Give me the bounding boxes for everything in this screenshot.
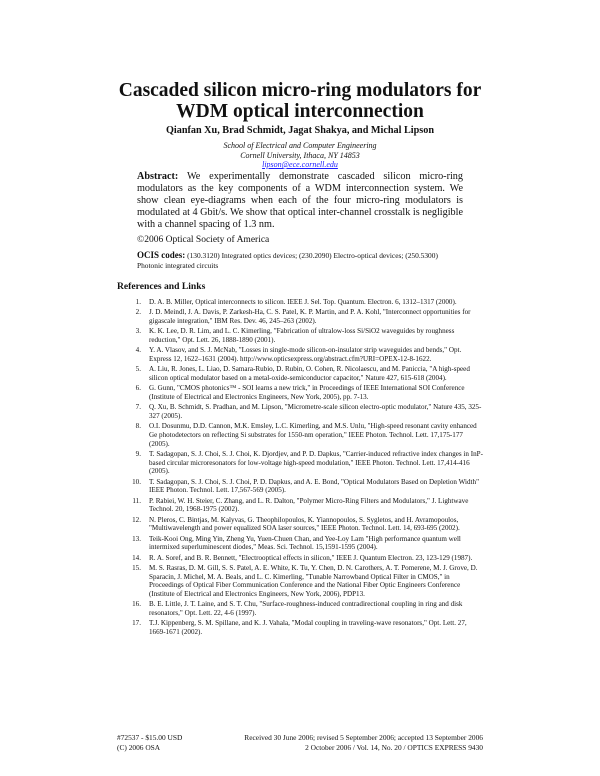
reference-text: Teik-Kooi Ong, Ming Yin, Zheng Yu, Yuen-Chuen Chan, and Yee-Loy Lam "High performance quantum well intermixed superluminescent diodes," Meas. Sci. Technol. 15,1591-1595 (2004). bbox=[149, 534, 461, 552]
paper-title bbox=[0, 80, 600, 122]
reference-number: 1. bbox=[135, 298, 141, 306]
reference-item bbox=[117, 298, 483, 307]
reference-number: 7. bbox=[135, 403, 141, 412]
affiliation-line-2: Cornell University, Ithaca, NY 14853 bbox=[240, 150, 360, 160]
reference-text: J. D. Meindl, J. A. Davis, P. Zarkesh-Ha, C. S. Patel, K. P. Martin, and P. A. Kohl, "Interconnect opportunities for gigascale integration," IBM Res. Dev. 46, 245–263 (2002). bbox=[149, 308, 471, 325]
reference-number: 5. bbox=[135, 365, 141, 374]
reference-item bbox=[117, 554, 483, 563]
title-line-1: Cascaded silicon micro-ring modulators for bbox=[118, 80, 482, 101]
reference-number: 14. bbox=[132, 553, 141, 562]
reference-number: 13. bbox=[132, 534, 141, 543]
reference-text: D. A. B. Miller, Optical interconnects to silicon. IEEE J. Sel. Top. Quantum. Electron. 6, 1312–1317 (2000). bbox=[149, 298, 457, 306]
references-heading: References and Links bbox=[117, 281, 206, 292]
ocis-text: (130.3120) Integrated optics devices; (230.2090) Electro-optical devices; (250.5300) Photonic integrated circuits bbox=[137, 251, 438, 270]
reference-item bbox=[117, 564, 483, 599]
reference-item bbox=[117, 346, 483, 364]
affiliation-line-1: School of Electrical and Computer Engineering bbox=[223, 141, 377, 150]
reference-number: 3. bbox=[135, 327, 141, 336]
reference-number: 10. bbox=[132, 477, 141, 486]
reference-text: M. S. Rasras, D. M. Gill, S. S. Patel, A. E. White, K. Tu, Y. Chen, D. N. Carothers, A. T. Pomerene, M. J. Grove, D. Sparacin, J. Michel, M. A. Beals, and L. C. Kimerling, "Tunable Narrowband Optical Filter in CMOS," in Proceedings of Optical Fiber Communication Conference and the National Fiber Optic Engineers Conference (Institute of Electrical and Electronics Engineers, New York, 2006), PDP13. bbox=[149, 563, 478, 599]
abstract-label: Abstract: bbox=[137, 171, 179, 182]
reference-item bbox=[117, 365, 483, 383]
reference-item bbox=[117, 450, 483, 476]
reference-number: 2. bbox=[135, 308, 141, 317]
reference-item bbox=[117, 600, 483, 618]
ocis-label: OCIS codes: bbox=[137, 250, 186, 260]
reference-item bbox=[117, 516, 483, 534]
reference-text: Q. Xu, B. Schmidt, S. Pradhan, and M. Lipson, "Micrometre-scale silicon electro-optic modulator," Nature 435, 325-327 (2005). bbox=[149, 403, 482, 420]
reference-text: Y. A. Vlasov, and S. J. McNab, "Losses in single-mode silicon-on-insulator strip waveguides and bends," Opt. Express 12, 1622–1631 (2004). http://www.opticsexpress.org/abstract.cfm?URI=OPEX-12-8-1622. bbox=[149, 346, 462, 363]
ocis-codes bbox=[137, 251, 463, 270]
reference-number: 12. bbox=[132, 515, 141, 524]
reference-number: 17. bbox=[132, 619, 141, 628]
email-link[interactable]: lipson@ece.cornell.edu bbox=[262, 160, 338, 169]
footer-copyright: (C) 2006 OSA bbox=[117, 743, 161, 752]
copyright: ©2006 Optical Society of America bbox=[137, 235, 270, 245]
reference-item bbox=[117, 619, 483, 637]
footer-received: Received 30 June 2006; revised 5 September 2006; accepted 13 September 2006 bbox=[244, 733, 483, 742]
title-line-2: WDM optical interconnection bbox=[176, 101, 424, 122]
reference-item bbox=[117, 384, 483, 402]
reference-item bbox=[117, 327, 483, 345]
reference-text: A. Liu, R. Jones, L. Liao, D. Samara-Rubio, D. Rubin, O. Cohen, R. Nicolaescu, and M. Paniccia, "A high-speed silicon optical modulator based on a metal-oxide-semiconductor capacitor," Nature 427, 615-618 (2004). bbox=[149, 365, 470, 382]
reference-text: G. Gunn, "CMOS photonics™ - SOI learns a new trick," in Proceedings of IEEE International SOI Conference (Institute of Electrical and Electronics Engineers, New York, 2005), pp. 7-13. bbox=[149, 384, 465, 401]
abstract bbox=[137, 171, 463, 231]
reference-item bbox=[117, 403, 483, 421]
authors: Qianfan Xu, Brad Schmidt, Jagat Shakya, and Michal Lipson bbox=[165, 125, 435, 136]
reference-number: 9. bbox=[135, 449, 141, 458]
reference-text: N. Pleros, C. Bintjas, M. Kalyvas, G. Theophilopoulos, K. Yiannopoulos, S. Sygletos, and H. Avramopoulos, "Multiwavelength and power equalized SOA laser sources," IEEE Photon. Technol. Lett. 14, 693-695 (2002). bbox=[149, 515, 460, 533]
abstract-text: We experimentally demonstrate cascaded silicon micro-ring modulators as the key components of a WDM interconnection system. We show clean eye-diagrams when each of the four micro-ring modulators is modulated at 4 Gbit/s. We show that optical inter-channel crosstalk is negligible with a channel spacing of 1.3 nm. bbox=[137, 171, 463, 230]
reference-number: 16. bbox=[132, 600, 141, 609]
reference-number: 11. bbox=[132, 496, 141, 505]
reference-text: T.J. Kippenberg, S. M. Spillane, and K. J. Vahala, "Modal coupling in traveling-wave resonators," Opt. Lett. 27, 1669-1671 (2002). bbox=[149, 619, 467, 637]
reference-number: 6. bbox=[135, 384, 141, 393]
reference-item bbox=[117, 478, 483, 496]
reference-text: B. E. Little, J. T. Laine, and S. T. Chu, "Surface-roughness-induced contradirectional coupling in ring and disk resonators," Opt. Lett. 22, 4-6 (1997). bbox=[149, 600, 463, 618]
reference-text: K. K. Lee, D. R. Lim, and L. C. Kimerling, "Fabrication of ultralow-loss Si/SiO2 waveguides by roughness reduction," Opt. Lett. 26, 1888-1890 (2001). bbox=[149, 327, 455, 344]
reference-item bbox=[117, 497, 483, 515]
affiliation bbox=[0, 141, 600, 170]
reference-number: 8. bbox=[135, 422, 141, 431]
reference-item bbox=[117, 422, 483, 448]
reference-number: 15. bbox=[132, 563, 141, 572]
reference-text: T. Sadagopan, S. J. Choi, S. J. Choi, P. D. Dapkus, and A. E. Bond, "Optical Modulators Based on Depletion Width" IEEE Photon. Technol. Lett. 17,567-569 (2005). bbox=[149, 477, 479, 495]
reference-text: R. A. Soref, and B. R. Bennett, "Electrooptical effects in silicon," IEEE J. Quantum Electron. 23, 123-129 (1987). bbox=[149, 553, 473, 562]
reference-text: P. Rabiei, W. H. Steier, C. Zhang, and L. R. Dalton, "Polymer Micro-Ring Filters and Modulators," J. Lightwave Technol. 20, 1968-1975 (2002). bbox=[149, 496, 469, 514]
reference-number: 4. bbox=[135, 346, 141, 355]
reference-item bbox=[117, 535, 483, 553]
references-list bbox=[117, 298, 483, 638]
reference-item bbox=[117, 308, 483, 326]
reference-text: T. Sadagopan, S. J. Choi, S. J. Choi, K. Djordjev, and P. D. Dapkus, "Carrier-induced refractive index changes in InP-based circular microresonators for low-voltage high-speed modulation," IEEE Photon. Technol. Lett. 17,414-416 (2005). bbox=[149, 449, 483, 476]
reference-text: O.I. Dosunmu, D.D. Cannon, M.K. Emsley, L.C. Kimerling, and M.S. Unlu, "High-speed resonant cavity enhanced Ge photodetectors on reflecting Si substrates for 1550-nm operation," IEEE Photon. Technol. Lett. 17,175-177 (2005). bbox=[149, 422, 477, 448]
footer-journal: 2 October 2006 / Vol. 14, No. 20 / OPTICS EXPRESS 9430 bbox=[305, 743, 483, 752]
footer-price: #72537 - $15.00 USD bbox=[117, 733, 183, 742]
